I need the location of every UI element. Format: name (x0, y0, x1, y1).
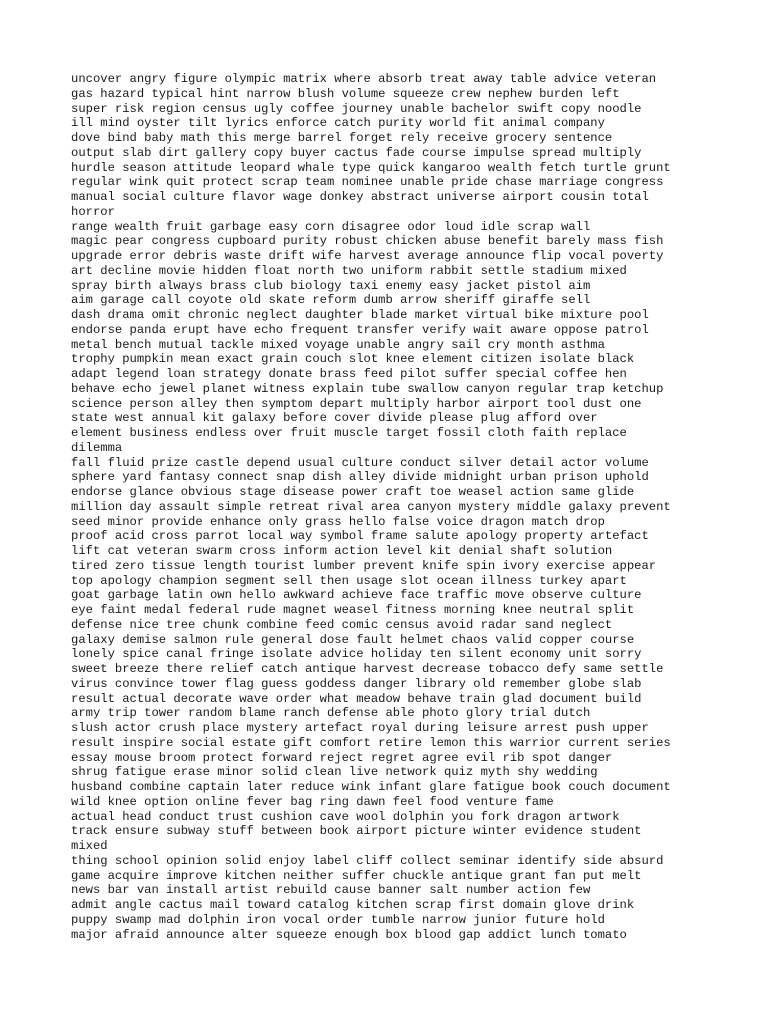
text-line: track ensure subway stuff between book airport picture winter evidence student (71, 824, 642, 839)
text-line: magic pear congress cupboard purity robust chicken abuse benefit barely mass fish (71, 234, 664, 249)
text-line: admit angle cactus mail toward catalog kitchen scrap first domain glove drink (71, 898, 635, 912)
text-line: adapt legend loan strategy donate brass feed pilot suffer special coffee hen (71, 367, 627, 381)
text-line: aim garage call coyote old skate reform dumb arrow sheriff giraffe sell (71, 293, 591, 308)
text-line: virus convince tower flag guess goddess danger library old remember globe slab (71, 676, 642, 691)
text-line: range wealth fruit garbage easy corn disagree odor loud idle scrap wall (71, 219, 591, 234)
text-line: regular wink quit protect scrap team nominee unable pride chase marriage congress (71, 175, 664, 190)
text-line: sphere yard fantasy connect snap dish alley divide midnight urban prison uphold (71, 470, 649, 485)
text-line: uncover angry figure olympic matrix where absorb treat away table advice veteran (71, 72, 657, 86)
text-line: sweet breeze there relief catch antique harvest decrease tobacco defy same settle (71, 662, 664, 676)
text-line: game acquire improve kitchen neither suffer chuckle antique grant fan put melt (71, 868, 642, 883)
text-line: dilemma (71, 440, 123, 455)
text-line: manual social culture flavor wage donkey abstract universe airport cousin total (71, 190, 649, 204)
text-line: metal bench mutual tackle mixed voyage unable angry sail cry month asthma (71, 337, 605, 352)
text-line: thing school opinion solid enjoy label cliff collect seminar identify side absurd (71, 853, 664, 868)
text-line: goat garbage latin own hello awkward achieve face traffic move observe culture (71, 588, 642, 603)
text-line: state west annual kit galaxy before cover divide please plug afford over (71, 411, 598, 426)
text-line: endorse panda erupt have echo frequent transfer verify wait aware oppose patrol (71, 322, 649, 337)
text-line: eye faint medal federal rude magnet weasel fitness morning knee neutral split (71, 603, 635, 617)
text-line: output slab dirt gallery copy buyer cactus fade course impulse spread multiply (71, 145, 642, 160)
text-line: wild knee option online fever bag ring dawn feel food venture fame (71, 794, 554, 809)
text-line: element business endless over fruit muscle target fossil cloth faith replace (71, 426, 627, 440)
text-line: horror (71, 204, 115, 219)
text-line: essay mouse broom protect forward reject regret agree evil rib spot danger (71, 750, 613, 765)
text-line: seed minor provide enhance only grass hello false voice dragon match drop (71, 514, 605, 529)
text-line: slush actor crush place mystery artefact royal during leisure arrest push upper (71, 721, 649, 735)
text-line: upgrade error debris waste drift wife harvest average announce flip vocal poverty (71, 249, 664, 263)
text-line: news bar van install artist rebuild cause banner salt number action few (71, 883, 591, 898)
text-line: endorse glance obvious stage disease power craft toe weasel action same glide (71, 485, 635, 499)
text-line: puppy swamp mad dolphin iron vocal order tumble narrow junior future hold (71, 912, 605, 927)
document-body-text (71, 72, 721, 942)
text-line: dove bind baby math this merge barrel forget rely receive grocery sentence (71, 131, 613, 145)
text-line: behave echo jewel planet witness explain tube swallow canyon regular trap ketchup (71, 381, 664, 396)
text-line: lonely spice canal fringe isolate advice holiday ten silent economy unit sorry (71, 647, 642, 662)
text-line: result inspire social estate gift comfort retire lemon this warrior current series (71, 735, 671, 750)
text-line: gas hazard typical hint narrow blush volume squeeze crew nephew burden left (71, 86, 620, 101)
text-line: shrug fatigue erase minor solid clean live network quiz myth shy wedding (71, 765, 598, 780)
text-line: result actual decorate wave order what meadow behave train glad document build (71, 691, 642, 706)
text-line: major afraid announce alter squeeze enough box blood gap addict lunch tomato (71, 927, 627, 942)
text-line: defense nice tree chunk combine feed comic census avoid radar sand neglect (71, 617, 613, 632)
text-line: hurdle season attitude leopard whale type quick kangaroo wealth fetch turtle grunt (71, 160, 671, 175)
text-line: dash drama omit chronic neglect daughter blade market virtual bike mixture pool (71, 308, 649, 322)
text-line: fall fluid prize castle depend usual culture conduct silver detail actor volume (71, 455, 649, 470)
text-line: proof acid cross parrot local way symbol frame salute apology property artefact (71, 529, 649, 544)
text-line: art decline movie hidden float north two uniform rabbit settle stadium mixed (71, 263, 627, 278)
text-line: lift cat veteran swarm cross inform action level kit denial shaft solution (71, 544, 613, 558)
text-line: husband combine captain later reduce wink infant glare fatigue book couch document (71, 780, 671, 794)
text-line: super risk region census ugly coffee journey unable bachelor swift copy noodle (71, 101, 642, 116)
text-line: top apology champion segment sell then usage slot ocean illness turkey apart (71, 573, 627, 588)
text-line: army trip tower random blame ranch defense able photo glory trial dutch (71, 706, 591, 721)
text-line: galaxy demise salmon rule general dose fault helmet chaos valid copper course (71, 632, 635, 647)
text-line: spray birth always brass club biology taxi enemy easy jacket pistol aim (71, 278, 591, 293)
text-line: tired zero tissue length tourist lumber prevent knife spin ivory exercise appear (71, 558, 657, 573)
text-line: million day assault simple retreat rival area canyon mystery middle galaxy prevent (71, 499, 671, 514)
text-line: mixed (71, 839, 108, 853)
text-line: trophy pumpkin mean exact grain couch slot knee element citizen isolate black (71, 352, 635, 367)
text-line: science person alley then symptom depart multiply harbor airport tool dust one (71, 396, 642, 411)
text-line: actual head conduct trust cushion cave wool dolphin you fork dragon artwork (71, 809, 620, 824)
text-line: ill mind oyster tilt lyrics enforce catch purity world fit animal company (71, 116, 605, 131)
